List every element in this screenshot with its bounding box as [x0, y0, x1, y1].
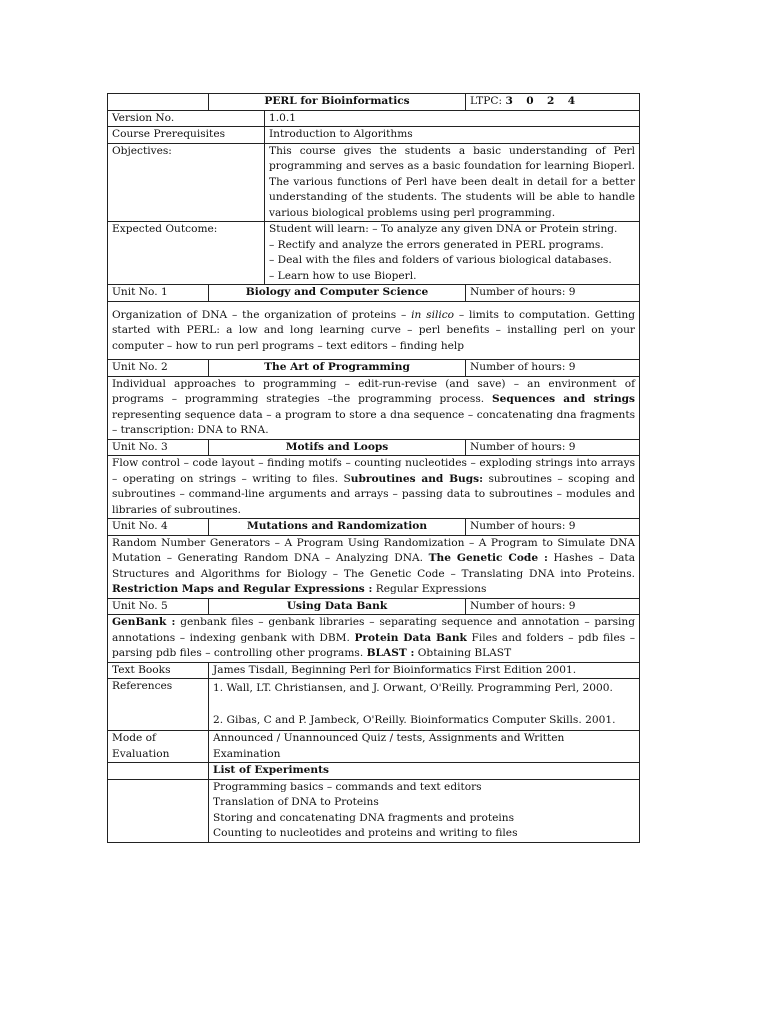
references-value: [209, 679, 640, 731]
unit-title: Mutations and Randomization: [209, 519, 466, 536]
version-label: Version No.: [108, 110, 265, 127]
reference-item: 1. Wall, LT. Christiansen, and J. Orwant, O'Reilly. Programming Perl, 2000.: [213, 682, 613, 694]
ltpc-t: 0: [526, 95, 534, 107]
outcome-line: Student will learn: – To analyze any given DNA or Protein string.: [269, 223, 618, 235]
unit-content-text: Individual approaches to programming – edit-run-revise (and save) – an environment of programs – programming strategies –the programming process.: [112, 377, 636, 405]
outcome-row: [108, 222, 640, 285]
experiments-list-row: [108, 779, 640, 842]
unit-number: Unit No. 2: [108, 360, 209, 377]
course-title-row: [108, 94, 640, 111]
unit-number: Unit No. 5: [108, 598, 209, 615]
experiments-list: [209, 779, 640, 842]
version-row: [108, 110, 640, 127]
ltpc-label: LTPC:: [470, 95, 503, 107]
unit-topic-heading: ubroutines and Bugs:: [350, 472, 484, 485]
unit-topic-heading: BLAST :: [366, 647, 415, 659]
unit-hours: Number of hours: 9: [466, 598, 640, 615]
outcome-line: – Rectify and analyze the errors generated in PERL programs.: [269, 238, 604, 251]
unit-content-text: Flow control – code layout – finding motifs – counting nucleotides – exploding strings into arrays – operating on strings – writing to files. S: [112, 457, 636, 485]
experiment-item: Counting to nucleotides and proteins and writing to files: [213, 827, 518, 839]
prereq-row: [108, 127, 640, 144]
unit-number: Unit No. 1: [108, 285, 209, 302]
unit-header-row: [108, 360, 640, 377]
unit-topic-heading: The Genetic Code :: [428, 552, 548, 564]
unit-title: Biology and Computer Science: [209, 285, 466, 302]
textbooks-value: James Tisdall, Beginning Perl for Bioinformatics First Edition 2001.: [209, 662, 640, 679]
unit-content-row: [108, 615, 640, 663]
textbooks-label: Text Books: [108, 662, 209, 679]
evaluation-label: Mode of Evaluation: [108, 731, 209, 763]
unit-content: [108, 535, 640, 598]
unit-content: [108, 301, 640, 360]
unit-hours: Number of hours: 9: [466, 519, 640, 536]
objectives-row: [108, 143, 640, 222]
objectives-label: Objectives:: [108, 143, 265, 222]
unit-header-row: [108, 285, 640, 302]
ltpc-l: 3: [505, 95, 513, 107]
experiments-heading-row: [108, 763, 640, 780]
unit-content-text: genbank files – genbank libraries – separating sequence and annotation – parsing annotations – indexing genbank with DBM.: [112, 616, 636, 644]
unit-content-text: Random Number Generators – A Program Using Randomization – A Program to Simulate DNA Mutation – Generating Random DNA – Analyzing DNA.: [112, 536, 636, 564]
ltpc-c: 4: [567, 95, 576, 107]
syllabus-table: [107, 93, 640, 843]
unit-topic-heading: Sequences and strings: [492, 393, 636, 405]
version-value: 1.0.1: [265, 110, 640, 127]
unit-content: [108, 456, 640, 519]
reference-item: 2. Gibas, C and P. Jambeck, O'Reilly. Bioinformatics Computer Skills. 2001.: [213, 713, 616, 726]
unit-topic-heading: Protein Data Bank: [354, 631, 467, 644]
unit-content-text: Obtaining BLAST: [414, 647, 512, 659]
objectives-text: This course gives the students a basic understanding of Perl programming and serves as a basic foundation for learning Bioperl. The various functions of Perl have been dealt in detail for a better understanding of the students. The students will be able to handle various biological problems using perl programming.: [265, 143, 640, 222]
unit-header-row: [108, 519, 640, 536]
unit-content-text: Hashes – Data Structures and Algorithms for Biology – The Genetic Code – Translating DNA into Proteins.: [112, 552, 636, 580]
textbooks-row: [108, 662, 640, 679]
outcome-text: [265, 222, 640, 285]
unit-header-row: [108, 439, 640, 456]
experiment-item: Programming basics – commands and text editors: [213, 780, 482, 793]
unit-title: The Art of Programming: [209, 360, 466, 377]
ltpc-cell: [466, 94, 640, 111]
experiment-item: Translation of DNA to Proteins: [213, 796, 379, 808]
outcome-label: Expected Outcome:: [108, 222, 265, 285]
unit-topic-heading: GenBank :: [112, 616, 176, 628]
unit-content: [108, 376, 640, 439]
experiment-item: Storing and concatenating DNA fragments and proteins: [213, 811, 515, 824]
unit-number: Unit No. 4: [108, 519, 209, 536]
ltpc-p: 2: [546, 95, 555, 107]
blank-cell: [108, 94, 209, 111]
evaluation-text: Announced / Unannounced Quiz / tests, Assignments and Written Examination: [209, 731, 640, 763]
outcome-line: – Learn how to use Bioperl.: [269, 269, 417, 282]
references-label: References: [108, 679, 209, 731]
unit-content-text: Organization of DNA – the organization of proteins –: [112, 308, 412, 321]
unit-header-row: [108, 598, 640, 615]
unit-content-row: [108, 456, 640, 519]
unit-content-text: subroutines – scoping and subroutines – command-line arguments and arrays – passing data to subroutines – modules and libraries of subroutines.: [112, 472, 636, 516]
unit-hours: Number of hours: 9: [466, 285, 640, 302]
evaluation-row: [108, 731, 640, 763]
prereq-label: Course Prerequisites: [108, 127, 265, 144]
unit-title: Using Data Bank: [209, 598, 466, 615]
outcome-line: – Deal with the files and folders of various biological databases.: [269, 254, 612, 266]
unit-content-row: [108, 535, 640, 598]
unit-emphasis-text: in silico: [411, 308, 455, 321]
course-title: PERL for Bioinformatics: [209, 94, 466, 111]
unit-content-text: Files and folders – pdb files – parsing pdb files – controlling other programs.: [112, 631, 636, 659]
unit-content-text: Regular Expressions: [372, 583, 487, 595]
unit-content: [108, 615, 640, 663]
unit-content-text: – limits to computation. Getting started with PERL: a low and long learning curve – perl benefits – installing perl on your computer – how to run perl programs – text editors – finding help: [112, 308, 636, 352]
unit-hours: Number of hours: 9: [466, 439, 640, 456]
blank-cell: [108, 779, 209, 842]
unit-title: Motifs and Loops: [209, 439, 466, 456]
unit-content-text: representing sequence data – a program to store a dna sequence – concatenating dna fragments – transcription: DNA to RNA.: [112, 408, 636, 436]
unit-content-row: [108, 376, 640, 439]
unit-hours: Number of hours: 9: [466, 360, 640, 377]
unit-topic-heading: Restriction Maps and Regular Expressions :: [112, 583, 373, 595]
experiments-heading: List of Experiments: [209, 763, 640, 780]
unit-number: Unit No. 3: [108, 439, 209, 456]
prereq-value: Introduction to Algorithms: [265, 127, 640, 144]
references-row: [108, 679, 640, 731]
blank-cell: [108, 763, 209, 780]
unit-content-row: [108, 301, 640, 360]
